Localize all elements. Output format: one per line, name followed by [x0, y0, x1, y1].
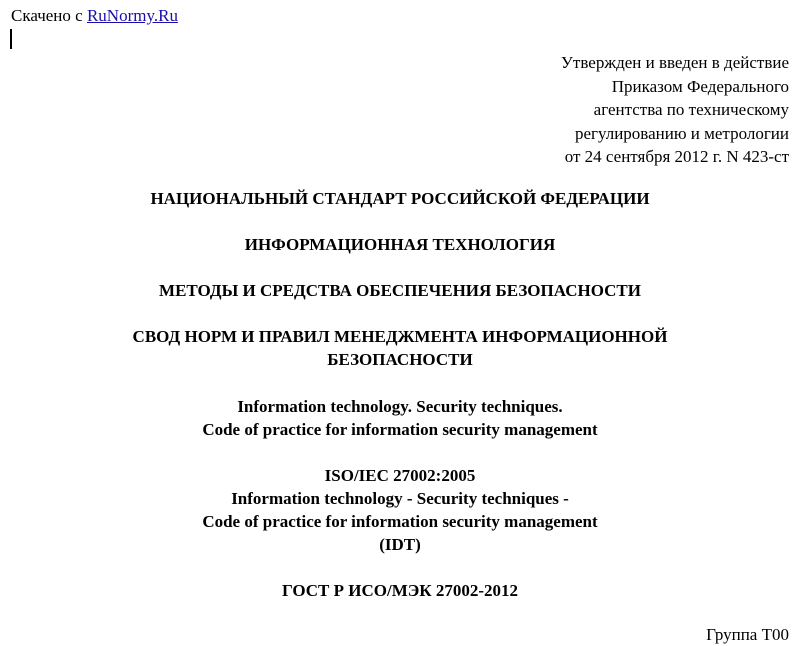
standard-type-heading [0, 187, 796, 210]
english-title-line: Code of practice for information security management [202, 420, 598, 439]
approval-line: Утвержден и введен в действие [560, 53, 789, 72]
international-line: ISO/IEC 27002:2005 [324, 466, 476, 485]
group-label: Группа Т00 [706, 625, 789, 644]
source-prefix: Скачено с [11, 6, 87, 25]
approval-line: Приказом Федерального [611, 76, 789, 96]
approval-line: агентства по техническому [593, 100, 789, 119]
international-line: (IDT) [379, 535, 421, 554]
subfield-text: МЕТОДЫ И СРЕДСТВА ОБЕСПЕЧЕНИЯ БЕЗОПАСНОСТИ [159, 281, 641, 300]
international-line: Information technology - Security techniques - [231, 489, 569, 508]
document-name-line: СВОД НОРМ И ПРАВИЛ МЕНЕДЖМЕНТА ИНФОРМАЦИОННОЙ [132, 327, 668, 346]
source-line [11, 6, 178, 26]
approval-line: регулированию и метрологии [574, 123, 789, 143]
text-caret [10, 29, 12, 49]
document-name-heading [0, 325, 796, 371]
english-title-line: Information technology. Security techniques. [237, 397, 563, 416]
international-line: Code of practice for information security management [202, 512, 598, 531]
field-text: ИНФОРМАЦИОННАЯ ТЕХНОЛОГИЯ [244, 235, 556, 254]
approval-block [561, 51, 789, 169]
subfield-heading [0, 279, 796, 302]
gost-designation-text: ГОСТ Р ИСО/МЭК 27002-2012 [281, 581, 519, 600]
approval-line: от 24 сентября 2012 г. N 423-ст [564, 147, 789, 166]
runormy-link[interactable]: RuNormy.Ru [86, 6, 178, 25]
international-standard [0, 464, 796, 556]
field-heading [0, 233, 796, 256]
document-name-line: БЕЗОПАСНОСТИ [327, 350, 473, 369]
english-title [0, 395, 796, 441]
standard-type-text: НАЦИОНАЛЬНЫЙ СТАНДАРТ РОССИЙСКОЙ ФЕДЕРАЦИИ [150, 189, 650, 208]
gost-designation [0, 579, 796, 602]
